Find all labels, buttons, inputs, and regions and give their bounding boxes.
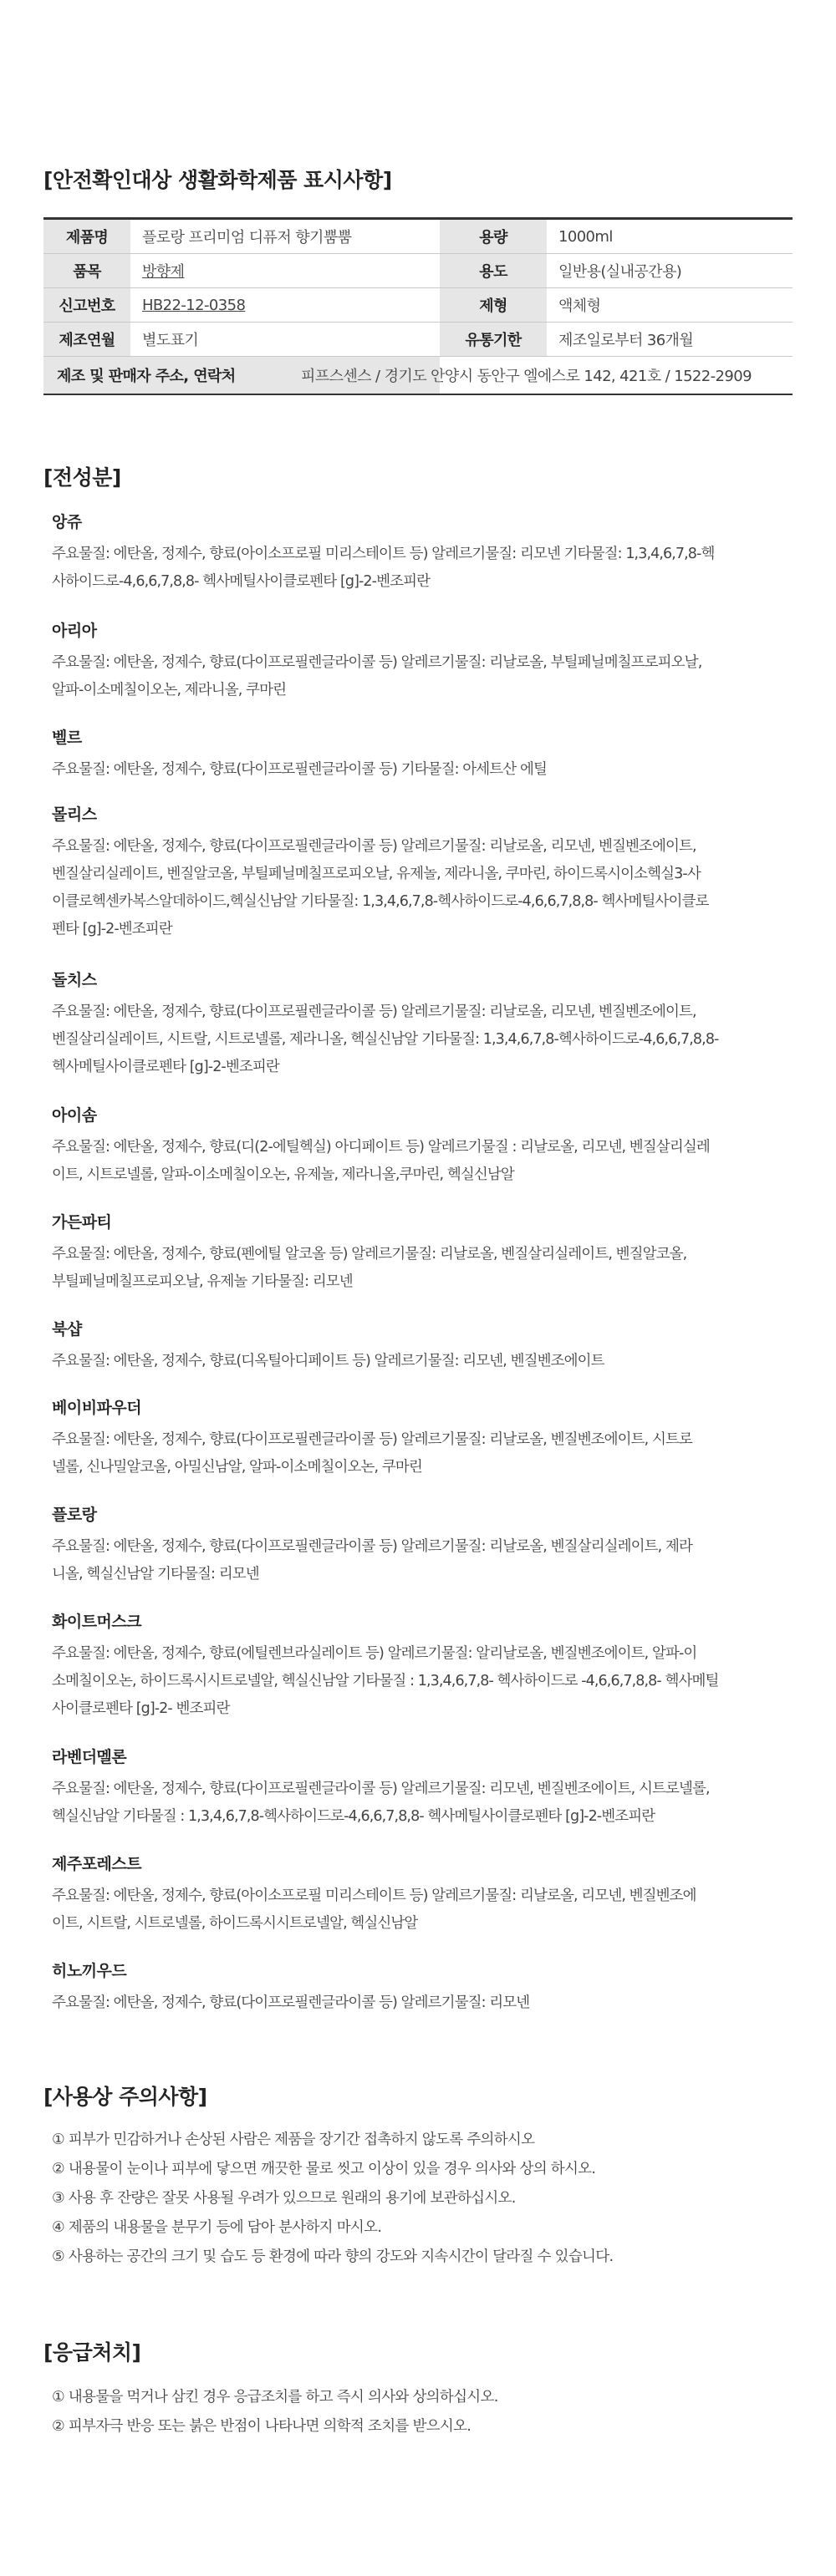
ingredient-line: 사하이드로-4,6,6,7,8,8- 헥사메틸사이클로펜타 [g]-2-벤조피란 bbox=[52, 573, 431, 590]
first-aid-list bbox=[52, 2383, 796, 2441]
product-name: 몰리스 bbox=[52, 805, 97, 824]
product-block-bookshop bbox=[52, 1317, 796, 1375]
ingredient-line: 주요물질: 에탄올, 정제수, 향료(다이프로필렌글라이콜 등) 알레르기물질: 리모넨, 벤질벤조에이트, 시트로넬롤, bbox=[52, 1781, 710, 1797]
product-info-table bbox=[43, 217, 793, 395]
ingredient-line: 헥사메틸사이클로펜타 [g]-2-벤조피란 bbox=[52, 1059, 279, 1075]
product-block-white-musk bbox=[52, 1609, 796, 1723]
product-block-belle bbox=[52, 725, 796, 784]
ingredient-line: 벤질살리실레이트, 벤질알코올, 부틸페닐메칠프로피오날, 유제놀, 제라니올, 쿠마린, 하이드록시이소헥실3-사 bbox=[52, 866, 701, 882]
ingredient-line: 주요물질: 에탄올, 정제수, 향료(다이프로필렌글라이콜 등) 알레르기물질: 리날로올, 리모넨, 벤질벤조에이트, bbox=[52, 1003, 696, 1020]
product-name: 북샵 bbox=[52, 1320, 82, 1339]
product-name: 아리아 bbox=[52, 622, 97, 640]
product-block-anju bbox=[52, 510, 796, 596]
ingredient-line: 소메칠이오논, 하이드록시시트로넬알, 헥실신남알 기타물질 : 1,3,4,6,7,8- 헥사하이드로 -4,6,6,7,8,8- 헥사메틸 bbox=[52, 1673, 719, 1689]
ingredient-line: 펜타 [g]-2-벤조피란 bbox=[52, 921, 172, 937]
table-row bbox=[43, 254, 793, 288]
item-type-value: 방향제 bbox=[130, 254, 440, 288]
usage-value: 일반용(실내공간용) bbox=[547, 254, 793, 288]
product-name-value: 플로랑 프리미엄 디퓨저 향기뿜뿜 bbox=[130, 219, 440, 254]
product-block-garden-party bbox=[52, 1210, 796, 1296]
product-block-dolchis bbox=[52, 968, 796, 1081]
ingredient-line: 사이클로펜타 [g]-2- 벤조피란 bbox=[52, 1700, 230, 1717]
ingredient-line: 주요물질: 에탄올, 정제수, 향료(다이프로필렌글라이콜 등) 알레르기물질: 리날로올, 리모넨, 벤질벤조에이트, bbox=[52, 838, 696, 855]
manufacturer-value: 피프스센스 / 경기도 안양시 동안구 엘에스로 142, 421호 / 1522-2909 bbox=[301, 368, 752, 385]
product-block-mollis bbox=[52, 802, 796, 943]
registration-number-value: HB22-12-0358 bbox=[130, 288, 440, 323]
list-item: ③ 사용 후 잔량은 잘못 사용될 우려가 있으므로 원래의 용기에 보관하십시오. bbox=[52, 2190, 516, 2207]
product-block-jeju-forest bbox=[52, 1852, 796, 1938]
ingredient-line: 주요물질: 에탄올, 정제수, 향료(다이프로필렌글라이콜 등) 알레르기물질: 리모넨 bbox=[52, 1994, 530, 2011]
ingredient-line: 니올, 헥실신남알 기타물질: 리모넨 bbox=[52, 1566, 259, 1583]
list-item: ② 내용물이 눈이나 피부에 닿으면 깨끗한 물로 씻고 이상이 있을 경우 의사와 상의 하시오. bbox=[52, 2161, 596, 2177]
ingredient-line: 주요물질: 에탄올, 정제수, 향료(다이프로필렌글라이콜 등) 알레르기물질: 리날로올, 벤질살리실레이트, 제라 bbox=[52, 1538, 693, 1555]
ingredient-line: 주요물질: 에탄올, 정제수, 향료(디(2-에틸헥실) 아디페이트 등) 알레르기물질 : 리날로올, 리모넨, 벤질살리실레 bbox=[52, 1139, 710, 1156]
row-label: 신고번호 bbox=[43, 288, 130, 323]
label-section-title: [안전확인대상 생활화학제품 표시사항] bbox=[43, 168, 392, 192]
ingredient-line: 주요물질: 에탄올, 정제수, 향료(아이소프로필 미리스테이트 등) 알레르기물질: 리날로올, 리모넨, 벤질벤조에 bbox=[52, 1888, 696, 1904]
row-label: 제형 bbox=[440, 288, 547, 323]
manufacturer-label: 제조 및 판매자 주소, 연락처 bbox=[57, 368, 236, 385]
list-item: ④ 제품의 내용물을 분무기 등에 담아 분사하지 마시오. bbox=[52, 2219, 382, 2236]
table-row bbox=[43, 288, 793, 323]
product-name: 라벤더멜론 bbox=[52, 1748, 127, 1766]
ingredient-line: 주요물질: 에탄올, 정제수, 향료(에틸렌브라실레이트 등) 알레르기물질: 알리날로올, 벤질벤조에이트, 알파-이 bbox=[52, 1645, 697, 1662]
form-value: 액체형 bbox=[547, 288, 793, 323]
product-name: 제주포레스트 bbox=[52, 1855, 142, 1873]
row-label: 유통기한 bbox=[440, 323, 547, 357]
product-name: 가든파티 bbox=[52, 1213, 112, 1232]
ingredient-line: 주요물질: 에탄올, 정제수, 향료(다이프로필렌글라이콜 등) 기타물질: 아세트산 에틸 bbox=[52, 761, 547, 778]
list-item: ① 피부가 민감하거나 손상된 사람은 제품을 장기간 접촉하지 않도록 주의하시오 bbox=[52, 2131, 535, 2148]
first-aid-section-title: [응급처치] bbox=[43, 2340, 141, 2365]
ingredient-line: 부틸페닐메칠프로피오날, 유제놀 기타물질: 리모넨 bbox=[52, 1273, 353, 1290]
table-row bbox=[43, 323, 793, 357]
product-block-lavender-melon bbox=[52, 1745, 796, 1831]
row-label: 용량 bbox=[440, 219, 547, 254]
ingredient-line: 이트, 시트랄, 시트로넬롤, 하이드록시시트로넬알, 헥실신남알 bbox=[52, 1915, 418, 1932]
product-name: 화이트머스크 bbox=[52, 1613, 142, 1631]
expiry-value: 제조일로부터 36개월 bbox=[547, 323, 793, 357]
ingredient-line: 주요물질: 에탄올, 정제수, 향료(디옥틸아디페이트 등) 알레르기물질: 리모넨, 벤질벤조에이트 bbox=[52, 1353, 604, 1369]
ingredient-line: 벤질살리실레이트, 시트랄, 시트로넬롤, 제라니올, 헥실신남알 기타물질: 1,3,4,6,7,8-헥사하이드로-4,6,6,7,8,8- bbox=[52, 1031, 719, 1048]
cautions-list bbox=[52, 2126, 796, 2272]
product-block-florang bbox=[52, 1502, 796, 1588]
product-block-isom bbox=[52, 1103, 796, 1189]
product-name: 베이비파우더 bbox=[52, 1399, 142, 1417]
product-block-baby-powder bbox=[52, 1395, 796, 1481]
ingredient-line: 주요물질: 에탄올, 정제수, 향료(다이프로필렌글라이콜 등) 알레르기물질: 리날로올, 부틸페닐메칠프로피오날, bbox=[52, 654, 702, 671]
row-label: 품목 bbox=[43, 254, 130, 288]
table-row bbox=[43, 219, 793, 254]
ingredients-section-title: [전성분] bbox=[43, 465, 121, 490]
volume-value: 1000ml bbox=[547, 219, 793, 254]
list-item: ⑤ 사용하는 공간의 크기 및 습도 등 환경에 따라 향의 강도와 지속시간이 달라질 수 있습니다. bbox=[52, 2248, 614, 2265]
product-name: 아이솜 bbox=[52, 1106, 97, 1125]
row-label: 용도 bbox=[440, 254, 547, 288]
product-block-aria bbox=[52, 618, 796, 704]
ingredient-line: 넬롤, 신나밀알코올, 아밀신남알, 알파-이소메칠이오논, 쿠마린 bbox=[52, 1459, 422, 1476]
ingredient-line: 이클로헥센카복스알데하이드,헥실신남알 기타물질: 1,3,4,6,7,8-헥사하이드로-4,6,6,7,8,8- 헥사메틸사이클로 bbox=[52, 893, 709, 910]
ingredient-line: 이트, 시트로넬롤, 알파-이소메칠이오논, 유제놀, 제라니올,쿠마린, 헥실신남알 bbox=[52, 1166, 514, 1183]
manufacture-date-value: 별도표기 bbox=[130, 323, 440, 357]
list-item: ① 내용물을 먹거나 삼킨 경우 응급조치를 하고 즉시 의사와 상의하십시오. bbox=[52, 2389, 498, 2406]
ingredient-line: 주요물질: 에탄올, 정제수, 향료(아이소프로필 미리스테이트 등) 알레르기물질: 리모넨 기타물질: 1,3,4,6,7,8-헥 bbox=[52, 546, 715, 562]
product-name: 돌치스 bbox=[52, 971, 97, 989]
product-name: 앙쥬 bbox=[52, 513, 82, 531]
ingredient-line: 알파-이소메칠이오논, 제라니올, 쿠마린 bbox=[52, 682, 287, 699]
product-block-hinoki-wood bbox=[52, 1959, 796, 2017]
list-item: ② 피부자극 반응 또는 붉은 반점이 나타나면 의학적 조치를 받으시오. bbox=[52, 2418, 472, 2435]
cautions-section-title: [사용상 주의사항] bbox=[43, 2085, 207, 2109]
ingredient-line: 주요물질: 에탄올, 정제수, 향료(펜에틸 알코올 등) 알레르기물질: 리날로올, 벤질살리실레이트, 벤질알코올, bbox=[52, 1246, 687, 1263]
product-name: 벨르 bbox=[52, 729, 82, 747]
product-name: 히노끼우드 bbox=[52, 1962, 127, 1980]
row-label: 제조연월 bbox=[43, 323, 130, 357]
ingredient-line: 헥실신남알 기타물질 : 1,3,4,6,7,8-헥사하이드로-4,6,6,7,8,8- 헥사메틸사이클로펜타 [g]-2-벤조피란 bbox=[52, 1808, 655, 1825]
ingredient-line: 주요물질: 에탄올, 정제수, 향료(다이프로필렌글라이콜 등) 알레르기물질: 리날로올, 벤질벤조에이트, 시트로 bbox=[52, 1431, 693, 1448]
table-row bbox=[43, 357, 793, 395]
product-name: 플로랑 bbox=[52, 1506, 97, 1524]
row-label: 제품명 bbox=[43, 219, 130, 254]
